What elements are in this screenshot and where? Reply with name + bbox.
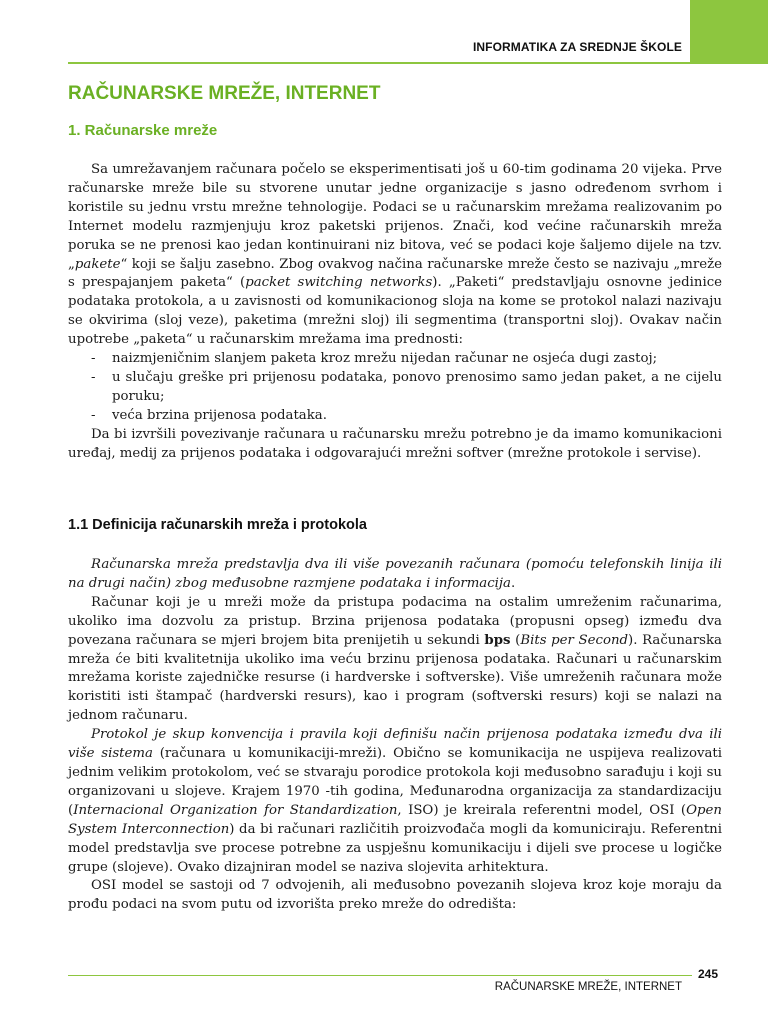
paragraph: Sa umrežavanjem računara počelo se eksperimentisati još u 60-tim godinama 20 vijeka. Prve računarske mreže bile su stvorene unutar jedne organizacije s jasno određenom svrhom i koristile su jednu vrstu mrežne tehnologije. Podaci se u računarskim mrežama realizovanim po Internet modelu razmjenjuju kroz paketski prijenos. Znači, kod većine računarskih mreža poruka se ne prenosi kao jedan kontinuirani niz bitova, već se podaci koje šaljemo dijele na tzv. „pakete“ koji se šalju zasebno. Zbog ovakvog načina računarske mreže često se nazivaju „mreže s prespajanjem paketa“ (packet switching networks). „Paketi“ predstavljaju osnovne jedinice podataka protokola, a u zavisnosti od komunikacionog sloja na kome se protokol nalazi nazivaju se okvirima (sloj veze), paketima (mrežni sloj) ili segmentima (transportni sloj). Ovakav način upotrebe „paketa“ u računarskim mrežama ima prednosti:: [68, 162, 723, 348]
header-rule: [68, 62, 768, 64]
list-item: - naizmjeničnim slanjem paketa kroz mrežu nijedan računar ne osjeća dugi zastoj;: [91, 350, 722, 369]
section-1-1-body: [68, 556, 722, 915]
section-1-body: [68, 161, 722, 464]
running-footer: RAČUNARSKE MREŽE, INTERNET: [494, 981, 682, 993]
paragraph: Protokol je skup konvencija i pravila koji definišu način prijenosa podataka između dva ili više sistema (računara u komunikaciji-mreži). Obično se komunikacija ne uspijeva realizovati jednim velikim protokolom, već se stvaraju porodice protokola koji međusobno sarađuju i koji su organizovani u slojeve. Krajem 1970 -tih godina, Međunarodna organizacija za standardizaciju (Internacional Organization for Standardization, ISO) je kreirala referentni model, OSI (Open System Interconnection) da bi računari različitih proizvođača mogli da komuniciraju. Referentni model predstavlja sve procese potrebne za uspješnu komunikaciju i dijeli sve procese u logičke grupe (slojeve). Ovako dizajniran model se naziva slojevita arhitektura.: [68, 727, 722, 875]
running-header: INFORMATIKA ZA SREDNJE ŠKOLE: [472, 40, 682, 54]
list-item: - u slučaju greške pri prijenosu podataka, ponovo prenosimo samo jedan paket, a ne cijelu poruku;: [91, 369, 722, 407]
paragraph: Računarska mreža predstavlja dva ili više povezanih računara (pomoću telefonskih linija ili na drugi način) zbog međusobne razmjene podataka i informacija.: [68, 557, 722, 591]
paragraph: Da bi izvršili povezivanje računara u računarsku mrežu potrebno je da imamo komunikacioni uređaj, medij za prijenos podataka i odgovarajući mrežni softver (mrežne protokole i servise).: [68, 426, 722, 461]
corner-accent-block: [690, 0, 768, 63]
section-title: 1. Računarske mreže: [68, 122, 218, 139]
advantages-list: [68, 350, 722, 426]
list-item: - veća brzina prijenosa podataka.: [91, 407, 722, 426]
subsection-title: 1.1 Definicija računarskih mreža i protokola: [68, 517, 367, 533]
footer-rule: [68, 975, 692, 976]
page-title: RAČUNARSKE MREŽE, INTERNET: [68, 83, 381, 104]
page-number: 245: [697, 967, 718, 981]
paragraph: Računar koji je u mreži može da pristupa podacima na ostalim umreženim računarima, ukoliko ima dozvolu za pristup. Brzina prijenosa podataka (propusni opseg) između dva povezana računara se mjeri brojem bita prenijetih u sekundi bps (Bits per Second). Računarska mreža će biti kvalitetnija ukoliko ima veću brzinu prijenosa podataka. Računari u računarskim mrežama koriste zajedničke resurse (i hardverske i softverske). Više umreženih računara može koristiti isti štampač (hardverski resurs), kao i program (softverski resurs) koji se nalazi na jednom računaru.: [68, 594, 722, 724]
paragraph: OSI model se sastoji od 7 odvojenih, ali međusobno povezanih slojeva kroz koje moraju da prođu podaci na svom putu od izvorišta preko mreže do odredišta:: [68, 878, 722, 913]
